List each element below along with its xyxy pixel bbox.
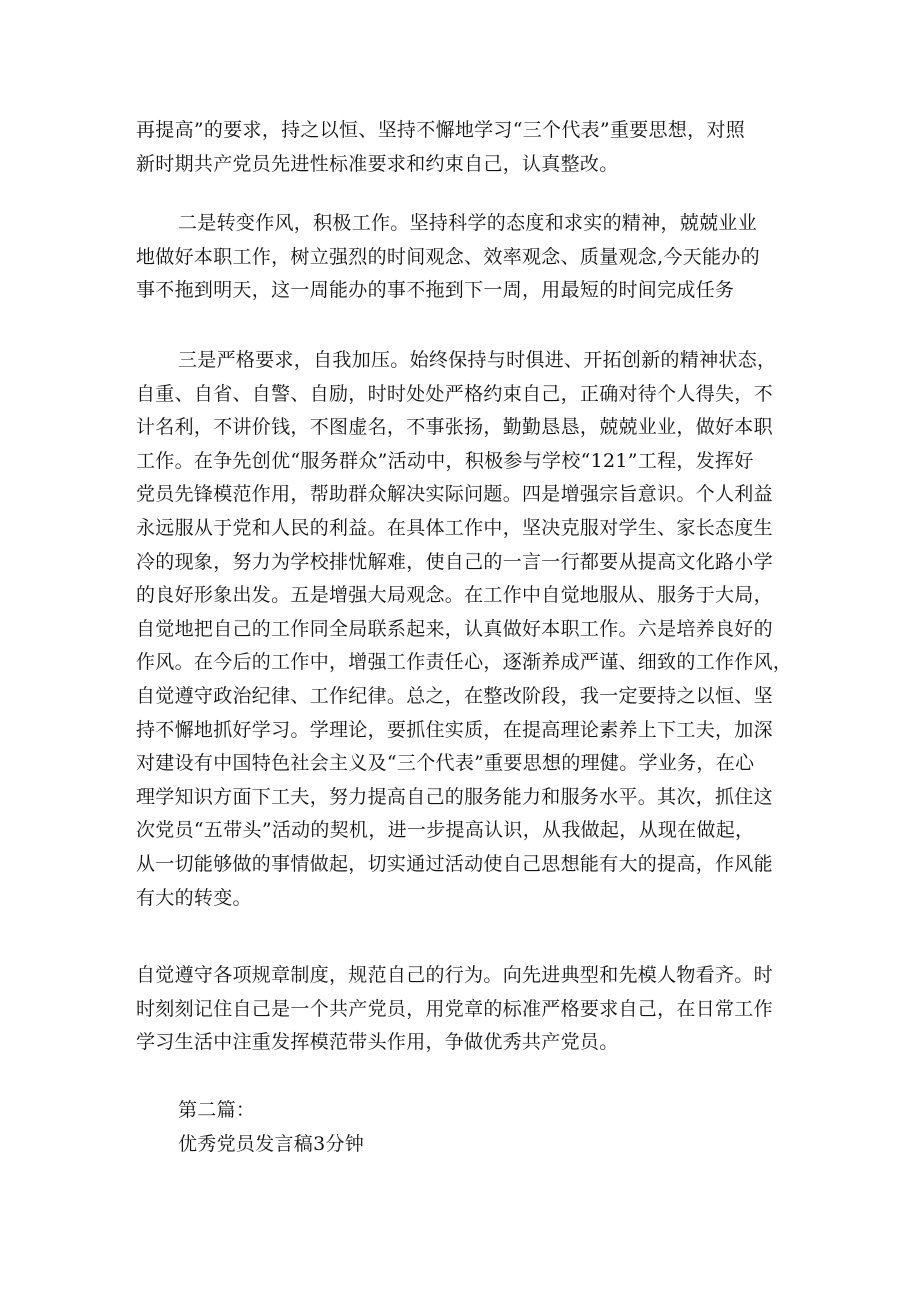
text-line: 二是转变作风，积极工作。坚持科学的态度和求实的精神，兢兢业业 [178,212,758,234]
text-line: 自觉遵守各项规章制度，规范自己的行为。向先进典型和先模人物看齐。时 [136,964,773,986]
text-line: 计名利，不讲价钱，不图虚名，不事张扬，勤勤恳恳，兢兢业业，做好本职 [136,416,773,439]
text-line: 时刻刻记住自己是一个共产党员，用党章的标准严格要求自己，在日常工作 [136,997,773,1020]
text-line: 自重、自省、自警、自励，时时处处严格约束自己，正确对待个人得失，不 [136,382,773,405]
text-line: 事不拖到明天，这一周能办的事不拖到下一周，用最短的时间完成任务 [136,279,735,302]
text-line: 次党员“五带头”活动的契机，进一步提高认识，从我做起，从现在做起， [136,819,755,842]
paragraph-change-style [136,207,796,308]
text-line: 再提高”的要求，持之以恒、坚持不懈地学习“三个代表”重要思想，对照 [136,119,746,141]
paragraph-discipline [136,959,796,1060]
text-line: 三是严格要求，自我加压。始终保持与时俱进、开拓创新的精神状态， [178,349,777,371]
text-line: 持不懈地抓好学习。学理论，要抓住实质，在提高理论素养上下工夫，加深 [136,718,773,741]
section-title: 优秀党员发言稿3分钟 [178,1132,365,1155]
text-line: 学习生活中注重发挥模范带头作用，争做优秀共产党员。 [136,1031,619,1054]
text-line: 党员先锋模范作用，帮助群众解决实际问题。四是增强宗旨意识。个人利益 [136,483,773,506]
text-line: 新时期共产党员先进性标准要求和约束自己，认真整改。 [136,152,619,175]
text-line: 理学知识方面下工夫，努力提高自己的服务能力和服务水平。其次，抓住这 [136,785,773,808]
text-line: 自觉遵守政治纪律、工作纪律。总之，在整改阶段，我一定要持之以恒、坚 [136,684,773,707]
paragraph-strict-requirements [136,344,796,915]
text-line: 对建设有中国特色社会主义及“三个代表”重要思想的理健。学业务，在心 [136,752,755,775]
text-line: 作风。在今后的工作中，增强工作责任心，逐渐养成严谨、细致的工作作风， [136,651,793,674]
text-line: 地做好本职工作，树立强烈的时间观念、效率观念、质量观念,今天能办的 [136,245,760,268]
text-line: 工作。在争先创优“服务群众”活动中，积极参与学校“121”工程，发挥好 [136,449,754,472]
text-line: 的良好形象出发。五是增强大局观念。在工作中自觉地服从、服务于大局， [136,584,773,607]
section-label: 第二篇： [178,1099,256,1121]
text-line: 冷的现象，努力为学校排忧解难，使自己的一言一行都要从提高文化路小学 [136,550,773,573]
section-heading [136,1094,796,1161]
text-line: 自觉地把自己的工作同全局联系起来，认真做好本职工作。六是培养良好的 [136,617,773,640]
text-line: 有大的转变。 [136,886,252,909]
text-line: 从一切能够做的事情做起，切实通过活动使自己思想能有大的提高，作风能 [136,852,773,875]
text-line: 永远服从于党和人民的利益。在具体工作中，坚决克服对学生、家长态度生 [136,516,773,539]
paragraph-continuation [136,114,796,181]
